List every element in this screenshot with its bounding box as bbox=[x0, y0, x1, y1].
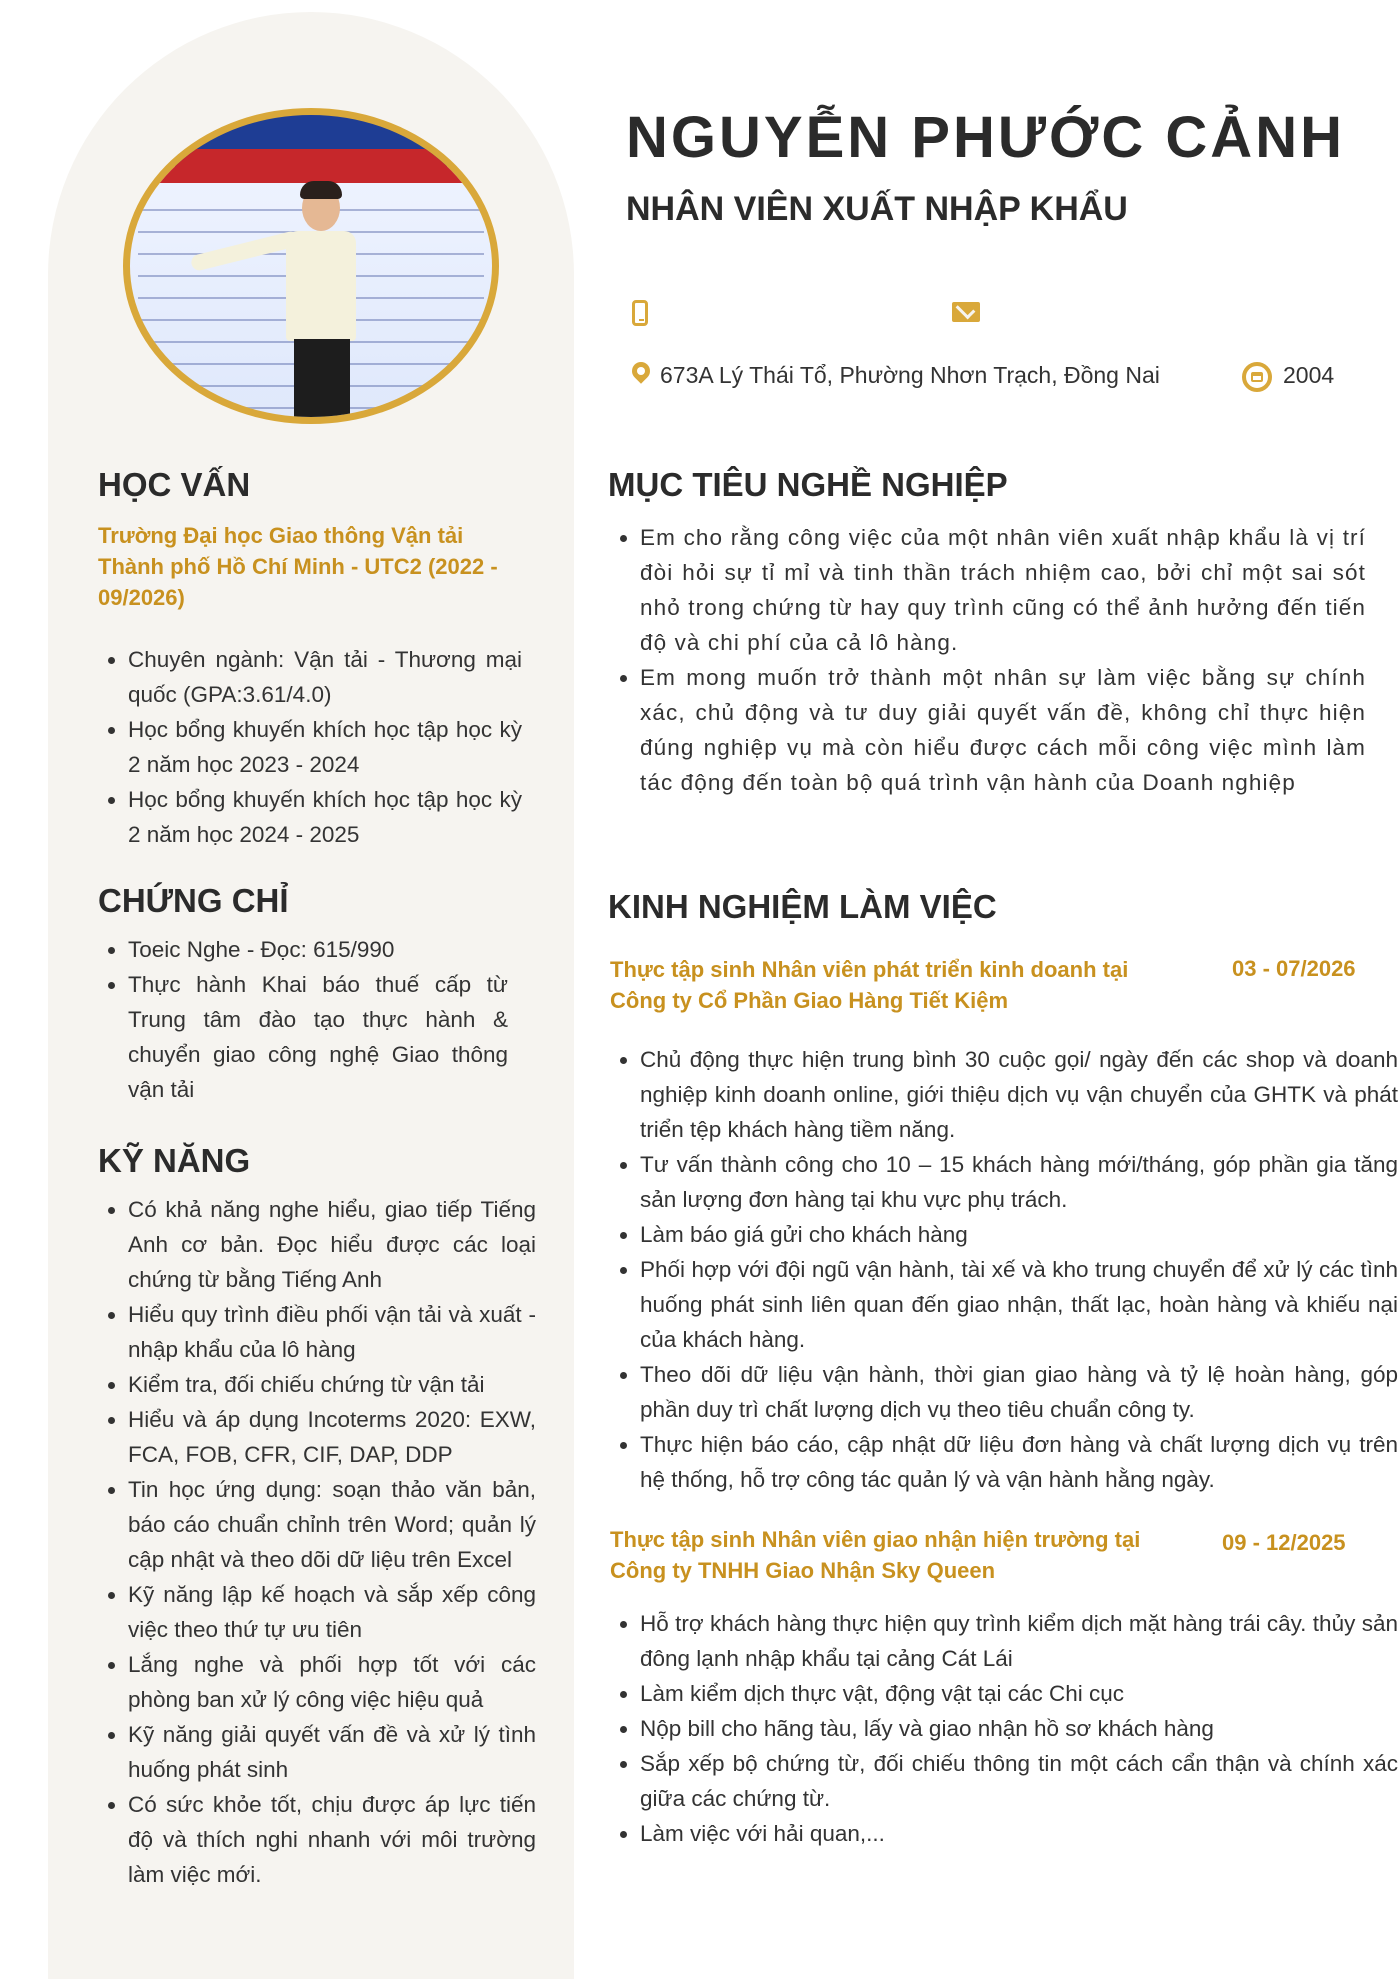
list-item: • Thực hành Khai báo thuế cấp từ Trung tâm đào tạo thực hành & chuyển giao công nghệ Giao thông vận tải bbox=[128, 967, 508, 1107]
education-school: Trường Đại học Giao thông Vận tải Thành phố Hồ Chí Minh - UTC2 (2022 - 09/2026) bbox=[98, 523, 498, 610]
birth-year-text: 2004 bbox=[1283, 362, 1335, 388]
list-item: • Học bổng khuyến khích học tập học kỳ 2 năm học 2023 - 2024 bbox=[128, 712, 522, 782]
photo-banner-decor bbox=[130, 149, 492, 183]
list-item: • Tư vấn thành công cho 10 – 15 khách hàng mới/tháng, góp phần gia tăng sản lượng đơn hàng tại khu vực phụ trách. bbox=[640, 1147, 1398, 1217]
list-item: • Chủ động thực hiện trung bình 30 cuộc gọi/ ngày đến các shop và doanh nghiệp kinh doanh online, giới thiệu dịch vụ vận chuyển của GHTK và phát triển tệp khách hàng tiềm năng. bbox=[640, 1042, 1398, 1147]
job-date: 03 - 07/2026 bbox=[1232, 956, 1356, 981]
candidate-name: NGUYỄN PHƯỚC CẢNH bbox=[626, 105, 1345, 170]
list-item: • Theo dõi dữ liệu vận hành, thời gian giao hàng và tỷ lệ hoàn hàng, góp phần duy trì chất lượng dịch vụ theo tiêu chuẩn công ty. bbox=[640, 1357, 1398, 1427]
address-text: 673A Lý Thái Tổ, Phường Nhơn Trạch, Đồng Nai bbox=[660, 362, 1160, 388]
job-date: 09 - 12/2025 bbox=[1222, 1530, 1346, 1555]
education-title: HỌC VẤN bbox=[98, 466, 251, 503]
job-title: Thực tập sinh Nhân viên phát triển kinh doanh tại Công ty Cổ Phần Giao Hàng Tiết Kiệm bbox=[610, 957, 1129, 1013]
list-item: • Học bổng khuyến khích học tập học kỳ 2 năm học 2024 - 2025 bbox=[128, 782, 522, 852]
list-item: • Tin học ứng dụng: soạn thảo văn bản, báo cáo chuẩn chỉnh trên Word; quản lý cập nhật và theo dõi dữ liệu trên Excel bbox=[128, 1472, 536, 1577]
job-title: Thực tập sinh Nhân viên giao nhận hiện trường tại Công ty TNHH Giao Nhận Sky Queen bbox=[610, 1527, 1141, 1583]
candidate-role: NHÂN VIÊN XUẤT NHẬP KHẨU bbox=[626, 190, 1128, 228]
skills-title: KỸ NĂNG bbox=[98, 1142, 251, 1179]
objective-list bbox=[610, 520, 1366, 800]
list-item: • Lắng nghe và phối hợp tốt với các phòng ban xử lý công việc hiệu quả bbox=[128, 1647, 536, 1717]
list-item: • Làm việc với hải quan,... bbox=[640, 1816, 1398, 1851]
list-item: • Kỹ năng lập kế hoạch và sắp xếp công việc theo thứ tự ưu tiên bbox=[128, 1577, 536, 1647]
certificates-list bbox=[98, 932, 508, 1107]
job-duties-list bbox=[610, 1606, 1398, 1851]
list-item: • Thực hiện báo cáo, cập nhật dữ liệu đơn hàng và chất lượng dịch vụ trên hệ thống, hỗ trợ công tác quản lý và vận hành hằng ngày. bbox=[640, 1427, 1398, 1497]
list-item: • Kiểm tra, đối chiếu chứng từ vận tải bbox=[128, 1367, 536, 1402]
certificates-title: CHỨNG CHỈ bbox=[98, 882, 289, 919]
list-item: • Sắp xếp bộ chứng từ, đối chiếu thông tin một cách cẩn thận và chính xác giữa các chứng từ. bbox=[640, 1746, 1398, 1816]
skills-list bbox=[98, 1192, 536, 1892]
list-item: • Có khả năng nghe hiểu, giao tiếp Tiếng Anh cơ bản. Đọc hiểu được các loại chứng từ bằng Tiếng Anh bbox=[128, 1192, 536, 1297]
list-item: • Có sức khỏe tốt, chịu được áp lực tiến độ và thích nghi nhanh với môi trường làm việc mới. bbox=[128, 1787, 536, 1892]
list-item: • Hiểu và áp dụng Incoterms 2020: EXW, FCA, FOB, CFR, CIF, DAP, DDP bbox=[128, 1402, 536, 1472]
mail-icon bbox=[952, 302, 980, 322]
list-item: • Làm kiểm dịch thực vật, động vật tại các Chi cục bbox=[640, 1676, 1398, 1711]
location-pin-icon bbox=[628, 358, 653, 383]
list-item: • Chuyên ngành: Vận tải - Thương mại quốc (GPA:3.61/4.0) bbox=[128, 642, 522, 712]
list-item: • Hiểu quy trình điều phối vận tải và xuất - nhập khẩu của lô hàng bbox=[128, 1297, 536, 1367]
phone-icon bbox=[632, 300, 648, 326]
calendar-icon bbox=[1242, 362, 1272, 392]
profile-photo bbox=[123, 108, 499, 424]
list-item: • Kỹ năng giải quyết vấn đề và xử lý tình huống phát sinh bbox=[128, 1717, 536, 1787]
list-item: • Nộp bill cho hãng tàu, lấy và giao nhận hồ sơ khách hàng bbox=[640, 1711, 1398, 1746]
photo-person-decor bbox=[280, 185, 360, 424]
objective-title: MỤC TIÊU NGHỀ NGHIỆP bbox=[608, 466, 1008, 503]
list-item: • Làm báo giá gửi cho khách hàng bbox=[640, 1217, 1398, 1252]
list-item: • Em mong muốn trở thành một nhân sự làm việc bằng sự chính xác, chủ động và tư duy giải quyết vấn đề, không chỉ thực hiện đúng nghiệp vụ mà còn hiểu được cách mỗi công việc mình làm tác động đến toàn bộ quá trình vận hành của Doanh nghiệp bbox=[640, 660, 1366, 800]
list-item: • Toeic Nghe - Đọc: 615/990 bbox=[128, 932, 508, 967]
education-list bbox=[98, 642, 522, 852]
list-item: • Em cho rằng công việc của một nhân viên xuất nhập khẩu là vị trí đòi hỏi sự tỉ mỉ và tinh thần trách nhiệm cao, bởi chỉ một sai sót nhỏ trong chứng từ hay quy trình cũng có thể ảnh hưởng đến tiến độ và chi phí của cả lô hàng. bbox=[640, 520, 1366, 660]
job-duties-list bbox=[610, 1042, 1398, 1497]
list-item: • Hỗ trợ khách hàng thực hiện quy trình kiểm dịch mặt hàng trái cây. thủy sản đông lạnh nhập khẩu tại cảng Cát Lái bbox=[640, 1606, 1398, 1676]
experience-title: KINH NGHIỆM LÀM VIỆC bbox=[608, 888, 997, 925]
list-item: • Phối hợp với đội ngũ vận hành, tài xế và kho trung chuyển để xử lý các tình huống phát sinh liên quan đến giao nhận, thất lạc, hoàn hàng và khiếu nại của khách hàng. bbox=[640, 1252, 1398, 1357]
